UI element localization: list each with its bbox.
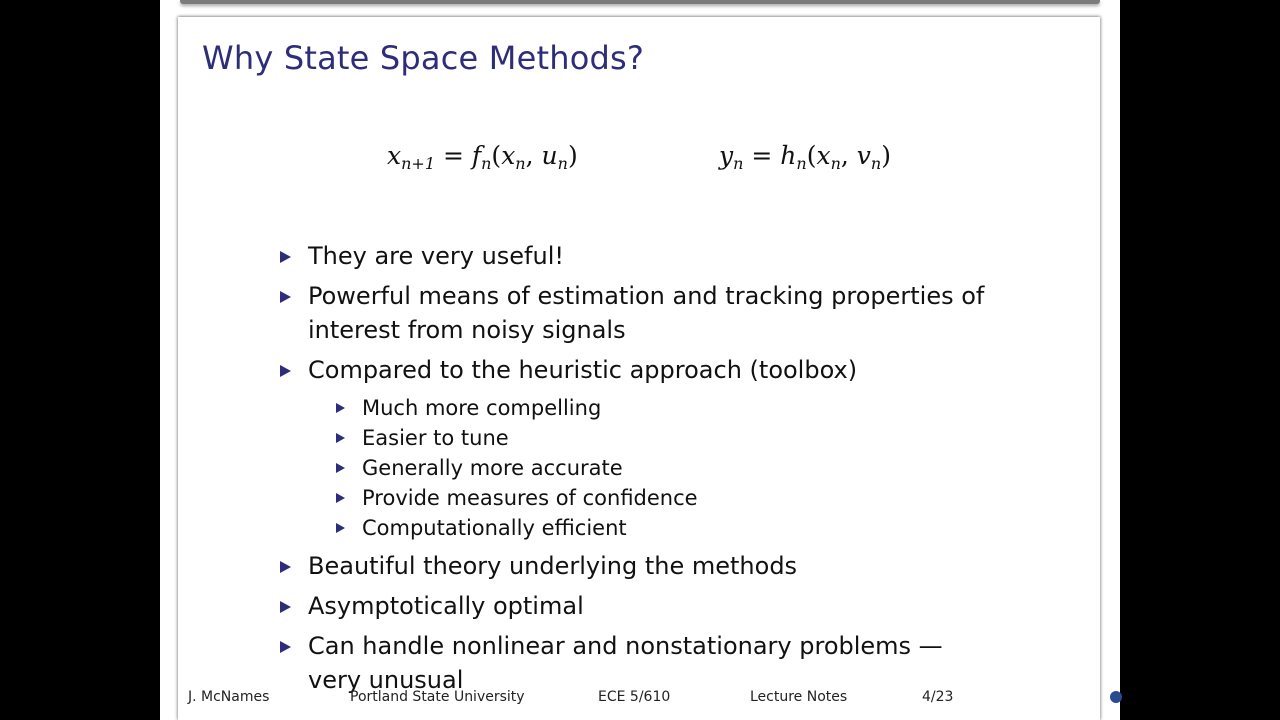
slide-title: Why State Space Methods? bbox=[202, 39, 645, 77]
footer-page-number: 4/23 bbox=[922, 689, 954, 705]
footer-doc-type: Lecture Notes bbox=[750, 689, 848, 705]
triangle-bullet-icon bbox=[336, 523, 345, 533]
bullet-item: Powerful means of estimation and tracking properties of interest from noisy signals bbox=[278, 279, 998, 347]
sub-bullet-item: Much more compelling bbox=[334, 393, 998, 423]
footer-course: ECE 5/610 bbox=[598, 689, 671, 705]
triangle-bullet-icon bbox=[280, 251, 291, 263]
triangle-bullet-icon bbox=[336, 493, 345, 503]
sub-bullet-item: Provide measures of confidence bbox=[334, 483, 998, 513]
sub-bullet-item: Computationally efficient bbox=[334, 513, 998, 543]
bullet-list bbox=[278, 239, 998, 703]
bullet-item: Beautiful theory underlying the methods bbox=[278, 549, 998, 583]
slide-footer bbox=[178, 689, 1100, 709]
sub-bullet-list bbox=[334, 393, 998, 543]
triangle-bullet-icon bbox=[280, 601, 291, 613]
bullet-item: Compared to the heuristic approach (toolbox) bbox=[278, 353, 998, 387]
triangle-bullet-icon bbox=[280, 365, 291, 377]
slide bbox=[178, 17, 1100, 720]
bullet-item: Asymptotically optimal bbox=[278, 589, 998, 623]
footer-author: J. McNames bbox=[188, 689, 270, 705]
triangle-bullet-icon bbox=[336, 403, 345, 413]
triangle-bullet-icon bbox=[280, 291, 291, 303]
triangle-bullet-icon bbox=[280, 561, 291, 573]
sub-bullet-item: Generally more accurate bbox=[334, 453, 998, 483]
navigation-dot-icon[interactable] bbox=[1110, 691, 1122, 703]
triangle-bullet-icon bbox=[336, 463, 345, 473]
sub-bullet-item: Easier to tune bbox=[334, 423, 998, 453]
previous-slide-edge bbox=[180, 0, 1100, 4]
footer-institution: Portland State University bbox=[350, 689, 525, 705]
bullet-item: Can handle nonlinear and nonstationary problems — very unusual bbox=[278, 629, 998, 697]
bullet-item: They are very useful! bbox=[278, 239, 998, 273]
triangle-bullet-icon bbox=[280, 641, 291, 653]
observation-equation: $y_n = h_n(x_n$, $v_n$) bbox=[719, 141, 891, 173]
state-equation: $x_{n+1} = f_n(x_n$, $u_n$) bbox=[387, 141, 578, 173]
triangle-bullet-icon bbox=[336, 433, 345, 443]
